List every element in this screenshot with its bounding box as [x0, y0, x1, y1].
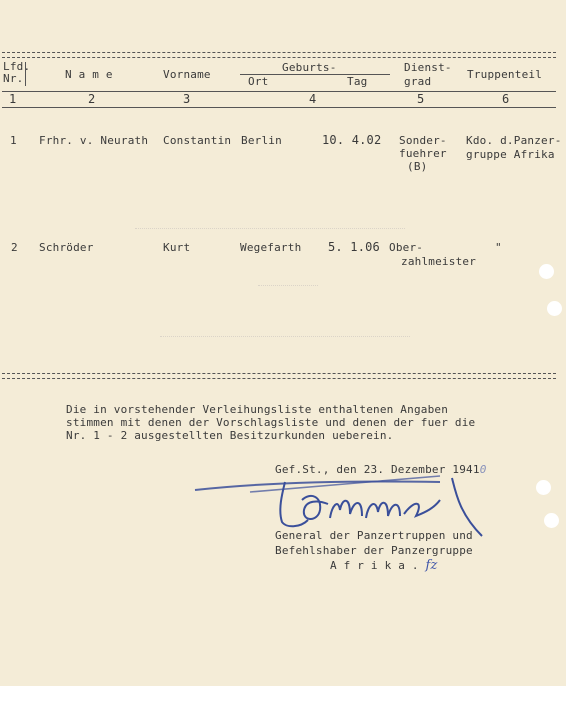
header-rule: [2, 91, 556, 92]
column-number: 6: [502, 92, 510, 106]
row2-dienstgrad: [389, 241, 476, 269]
row2-ort: Wegefarth: [240, 241, 302, 254]
column-number: 5: [417, 92, 425, 106]
signature-block-line1: General der Panzertruppen und: [275, 529, 473, 542]
row1-name: Frhr. v. Neurath: [39, 134, 149, 147]
signature-block-line2: Befehlshaber der Panzergruppe: [275, 544, 473, 557]
row1-ort: Berlin: [241, 134, 282, 147]
header-name: N a m e: [65, 68, 113, 81]
column-number: 2: [88, 92, 96, 106]
header-lfd: [3, 61, 30, 85]
row1-vorname: Constantin: [163, 134, 232, 147]
place-date-text: Gef.St., den 23. Dezember 1941: [275, 463, 480, 476]
statement-line2: stimmen mit denen der Vorschlagsliste und denen der fuer die: [66, 416, 476, 429]
row2-nr: 2: [11, 241, 18, 254]
column-number: 3: [183, 92, 191, 106]
header-lfd-line1: Lfd.: [3, 60, 31, 73]
row2-dienstgrad-line2: zahlmeister: [401, 255, 477, 268]
column-number: 4: [309, 92, 317, 106]
statement-line3: Nr. 1 - 2 ausgestellten Besitzurkunden ueberein.: [66, 429, 394, 442]
statement-text: [66, 403, 475, 442]
row1-dienstgrad-line1: Sonder-: [399, 134, 447, 147]
signature-block: [275, 528, 473, 573]
punch-hole: [547, 301, 562, 316]
column-number-rule: [2, 107, 556, 108]
row1-truppenteil-line2: gruppe Afrika: [466, 148, 555, 161]
header-vorname: Vorname: [163, 68, 211, 81]
header-dienstgrad-line2: grad: [404, 75, 432, 88]
top-double-rule: [2, 52, 556, 58]
scan-margin-right: [566, 0, 576, 702]
row1-dienstgrad-line3: (B): [407, 160, 428, 173]
scan-margin-bottom: [0, 686, 576, 702]
row1-dienstgrad-line2: fuehrer: [399, 147, 447, 160]
statement-line1: Die in vorstehender Verleihungsliste enthaltenen Angaben: [66, 403, 449, 416]
punch-hole: [539, 264, 554, 279]
punch-hole: [544, 513, 559, 528]
row2-truppenteil: ": [495, 241, 502, 254]
bottom-double-rule: [2, 373, 556, 379]
place-date-mark: 0: [479, 463, 487, 476]
row1-tag: 10. 4.02: [322, 133, 382, 147]
signature-block-line3-wrap: [275, 558, 473, 573]
row1-truppenteil: [466, 134, 562, 162]
row1-dienstgrad: [399, 134, 447, 173]
header-truppenteil: Truppenteil: [467, 68, 543, 81]
header-dienstgrad-line1: Dienst-: [404, 61, 452, 74]
header-dienstgrad: [404, 61, 452, 89]
header-ort: Ort: [248, 75, 269, 88]
column-number: 1: [9, 92, 17, 106]
row2-tag: 5. 1.06: [328, 240, 380, 254]
row2-name: Schröder: [39, 241, 94, 254]
header-geburts: Geburts-: [282, 61, 337, 74]
header-lfd-divider: [25, 62, 26, 86]
row1-truppenteil-line1: Kdo. d.Panzer-: [466, 134, 562, 147]
show-through-line: [160, 336, 410, 343]
punch-hole: [536, 480, 551, 495]
header-tag: Tag: [347, 75, 368, 88]
row1-nr: 1: [10, 134, 17, 147]
show-through-line: [135, 228, 405, 235]
row2-dienstgrad-line1: Ober-: [389, 241, 424, 254]
show-through-line: [258, 285, 318, 292]
header-lfd-line2: Nr.: [3, 72, 24, 85]
handwritten-initials: fz: [425, 558, 438, 573]
row2-vorname: Kurt: [163, 241, 191, 254]
signature-block-line3: A f r i k a .: [330, 559, 419, 572]
